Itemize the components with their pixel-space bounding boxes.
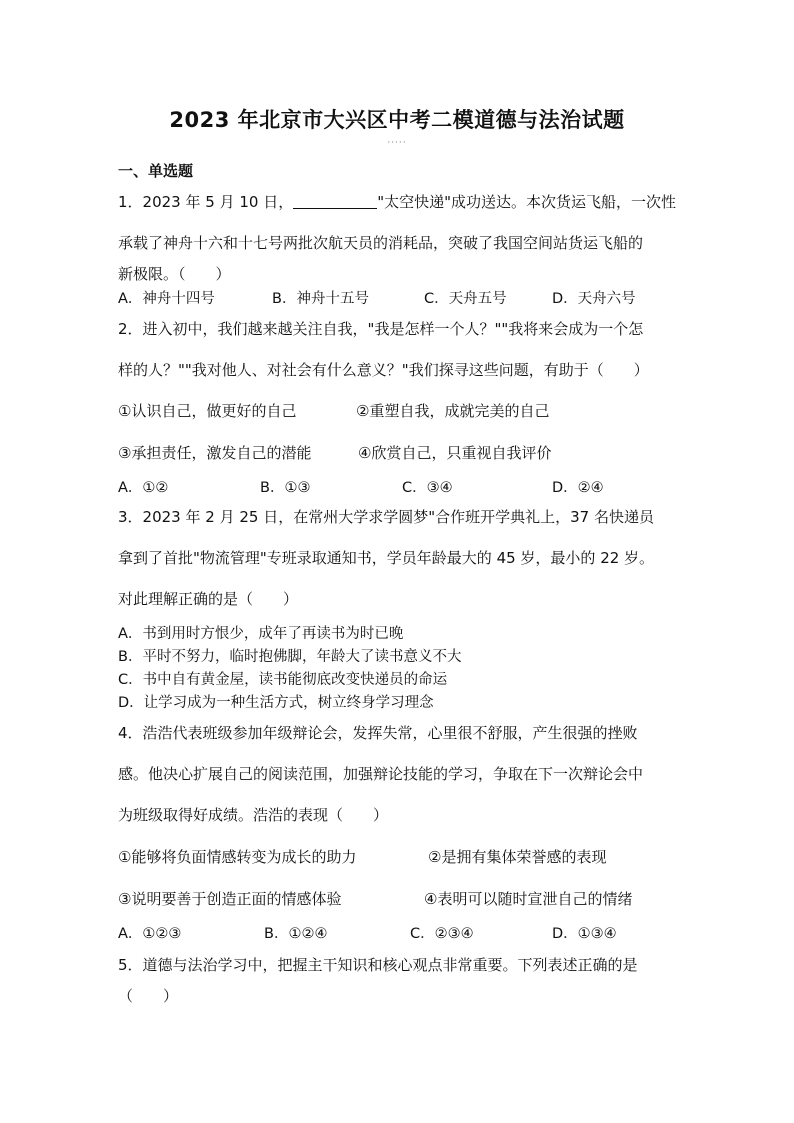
q2-option-c: C．③④ (402, 480, 453, 496)
q4-line-1: 4．浩浩代表班级参加年级辩论会，发挥失常，心里很不舒服，产生很强的挫败 (118, 724, 638, 742)
q2-statement-3: ③承担责任，激发自己的潜能 (118, 444, 312, 462)
q1-line-1 (118, 191, 676, 212)
q1-blank (293, 194, 377, 209)
title-dots: ····· (387, 138, 407, 148)
page-title: 2023 年北京市大兴区中考二模道德与法治试题 (169, 108, 625, 132)
q1-option-d: D．天舟六号 (552, 291, 636, 307)
q3-option-c: C．书中自有黄金屋，读书能彻底改变快递员的命运 (118, 672, 448, 688)
q3-option-b: B．平时不努力，临时抱佛脚，年龄大了读书意义不大 (118, 649, 462, 665)
q3-line-2: 拿到了首批"物流管理"专班录取通知书，学员年龄最大的 45 岁，最小的 22 岁。 (118, 549, 655, 567)
q3-option-d: D．让学习成为一种生活方式，树立终身学习理念 (118, 695, 434, 711)
q5-line-2: （ ） (118, 987, 179, 1005)
q2-statement-4: ④欣赏自己，只重视自我评价 (358, 444, 552, 462)
q2-statement-1: ①认识自己，做更好的自己 (118, 402, 297, 420)
q4-option-c: C．②③④ (410, 926, 474, 942)
q4-option-a: A．①②③ (118, 926, 182, 942)
q2-line-2: 样的人？""我对他人、对社会有什么意义？"我们探寻这些问题，有助于（ ） (118, 361, 649, 379)
q5-line-1: 5．道德与法治学习中，把握主干知识和核心观点非常重要。下列表述正确的是 (118, 956, 638, 974)
q4-line-2: 感。他决心扩展自己的阅读范围，加强辩论技能的学习，争取在下一次辩论会中 (118, 765, 644, 783)
q2-option-d: D．②④ (552, 480, 604, 496)
q4-option-b: B．①②④ (264, 926, 328, 942)
q1-option-c: C．天舟五号 (424, 291, 507, 307)
q4-statement-3: ③说明要善于创造正面的情感体验 (118, 890, 342, 908)
q2-option-a: A．①② (118, 480, 169, 496)
q4-statement-2: ②是拥有集体荣誉感的表现 (428, 848, 607, 866)
q2-option-b: B．①③ (260, 480, 311, 496)
q4-option-d: D．①③④ (552, 926, 617, 942)
section-heading: 一、单选题 (118, 162, 194, 180)
q4-statement-4: ④表明可以随时宣泄自己的情绪 (424, 890, 633, 908)
q3-line-3: 对此理解正确的是（ ） (118, 590, 299, 608)
q1-text-b: "太空快递"成功送达。本次货运飞船，一次性 (377, 193, 677, 211)
q1-line-3: 新极限。（ ） (118, 265, 231, 283)
q3-line-1: 3．2023 年 2 月 25 日，在常州大学求学圆梦"合作班开学典礼上，37 名快递员 (118, 508, 654, 526)
q1-line-2: 承载了神舟十六和十七号两批次航天员的消耗品，突破了我国空间站货运飞船的 (118, 234, 644, 252)
q1-option-b: B．神舟十五号 (272, 291, 369, 307)
q1-text-a: 1．2023 年 5 月 10 日， (118, 193, 294, 211)
q2-statement-2: ②重塑自我，成就完美的自己 (356, 402, 550, 420)
q4-statement-1: ①能够将负面情感转变为成长的助力 (118, 848, 357, 866)
q4-line-3: 为班级取得好成绩。浩浩的表现（ ） (118, 806, 389, 824)
q2-line-1: 2．进入初中，我们越来越关注自我，"我是怎样一个人？""我将来会成为一个怎 (118, 320, 644, 338)
q1-option-a: A．神舟十四号 (118, 291, 215, 307)
q3-option-a: A．书到用时方恨少，成年了再读书为时已晚 (118, 626, 404, 642)
